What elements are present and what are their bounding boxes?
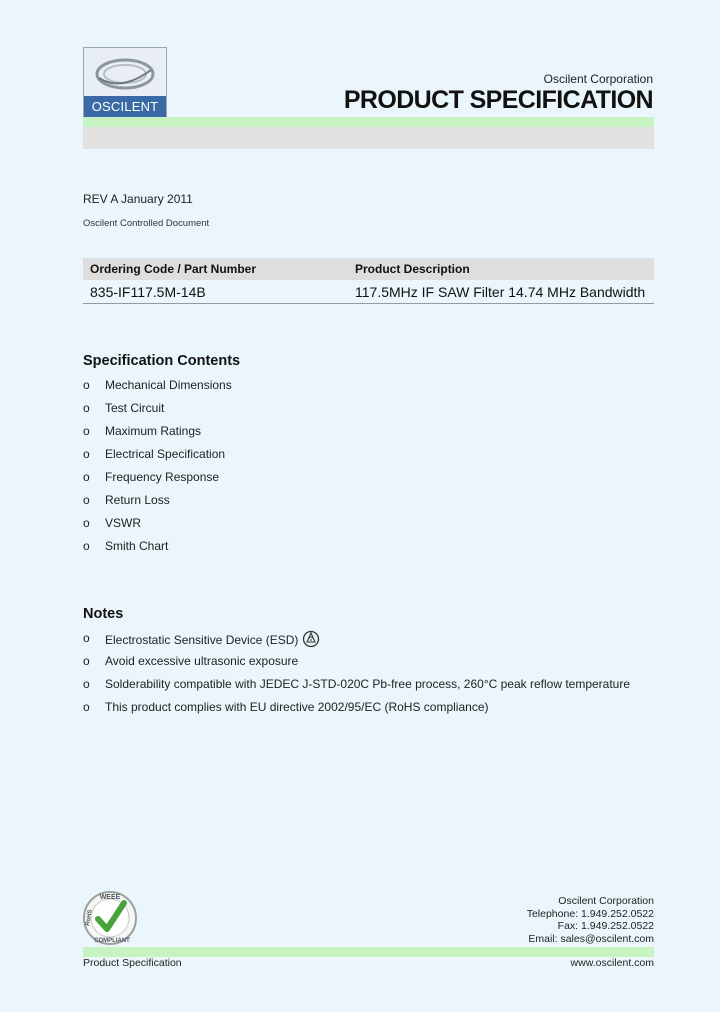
footer-company-name: Oscilent Corporation bbox=[558, 895, 654, 907]
table-divider bbox=[83, 303, 654, 304]
revision-label: REV A January 2011 bbox=[83, 192, 193, 206]
company-logo bbox=[83, 47, 167, 119]
notes-title: Notes bbox=[83, 606, 124, 622]
list-item: o Frequency Response bbox=[83, 470, 220, 484]
list-item: o Electrical Specification bbox=[83, 447, 226, 461]
list-item: o Test Circuit bbox=[83, 401, 165, 415]
footer-contact-block bbox=[527, 895, 654, 945]
logo-text: OSCILENT bbox=[84, 96, 166, 118]
esd-warning-icon bbox=[302, 630, 320, 648]
list-item: o Return Loss bbox=[83, 493, 170, 507]
svg-text:RoHS: RoHS bbox=[85, 909, 94, 927]
footer-document-label: Product Specification bbox=[83, 957, 182, 969]
footer-email[interactable]: Email: sales@oscilent.com bbox=[528, 932, 654, 945]
column-header-part-number: Ordering Code / Part Number bbox=[90, 262, 257, 276]
footer-fax: Fax: 1.949.252.0522 bbox=[557, 920, 654, 932]
header-gray-band bbox=[83, 127, 654, 149]
footer-telephone: Telephone: 1.949.252.0522 bbox=[526, 907, 654, 920]
part-number-cell: 835-IF117.5M-14B bbox=[90, 284, 206, 300]
footer-green-band bbox=[83, 947, 654, 957]
list-item: o Electrostatic Sensitive Device (ESD) bbox=[83, 630, 654, 653]
list-item: o This product complies with EU directive 2002/95/EC (RoHS compliance) bbox=[83, 700, 489, 714]
header-green-band bbox=[83, 117, 654, 127]
spec-contents-title: Specification Contents bbox=[83, 353, 241, 369]
spec-contents-list bbox=[83, 377, 483, 561]
notes-list bbox=[83, 630, 654, 722]
page-title: PRODUCT SPECIFICATION bbox=[343, 86, 653, 114]
header-company-name: Oscilent Corporation bbox=[543, 72, 653, 86]
oscilent-swoosh-icon bbox=[93, 54, 157, 94]
list-item: o Avoid excessive ultrasonic exposure bbox=[83, 654, 299, 668]
table-header bbox=[83, 258, 654, 280]
svg-text:WEEE: WEEE bbox=[99, 894, 121, 901]
list-item: o VSWR bbox=[83, 516, 141, 530]
list-item: o Solderability compatible with JEDEC J-STD-020C Pb-free process, 260°C peak reflow temperature bbox=[83, 677, 631, 691]
footer-website-link[interactable]: www.oscilent.com bbox=[570, 957, 654, 969]
list-item: o Smith Chart bbox=[83, 539, 169, 553]
column-header-description: Product Description bbox=[355, 262, 470, 276]
description-cell: 117.5MHz IF SAW Filter 14.74 MHz Bandwidth bbox=[355, 284, 646, 300]
weee-rohs-compliant-badge bbox=[82, 890, 138, 946]
svg-text:COMPLIANT: COMPLIANT bbox=[94, 938, 130, 944]
controlled-document-label: Oscilent Controlled Document bbox=[83, 218, 210, 229]
list-item: o Mechanical Dimensions bbox=[83, 378, 232, 392]
list-item: o Maximum Ratings bbox=[83, 424, 202, 438]
